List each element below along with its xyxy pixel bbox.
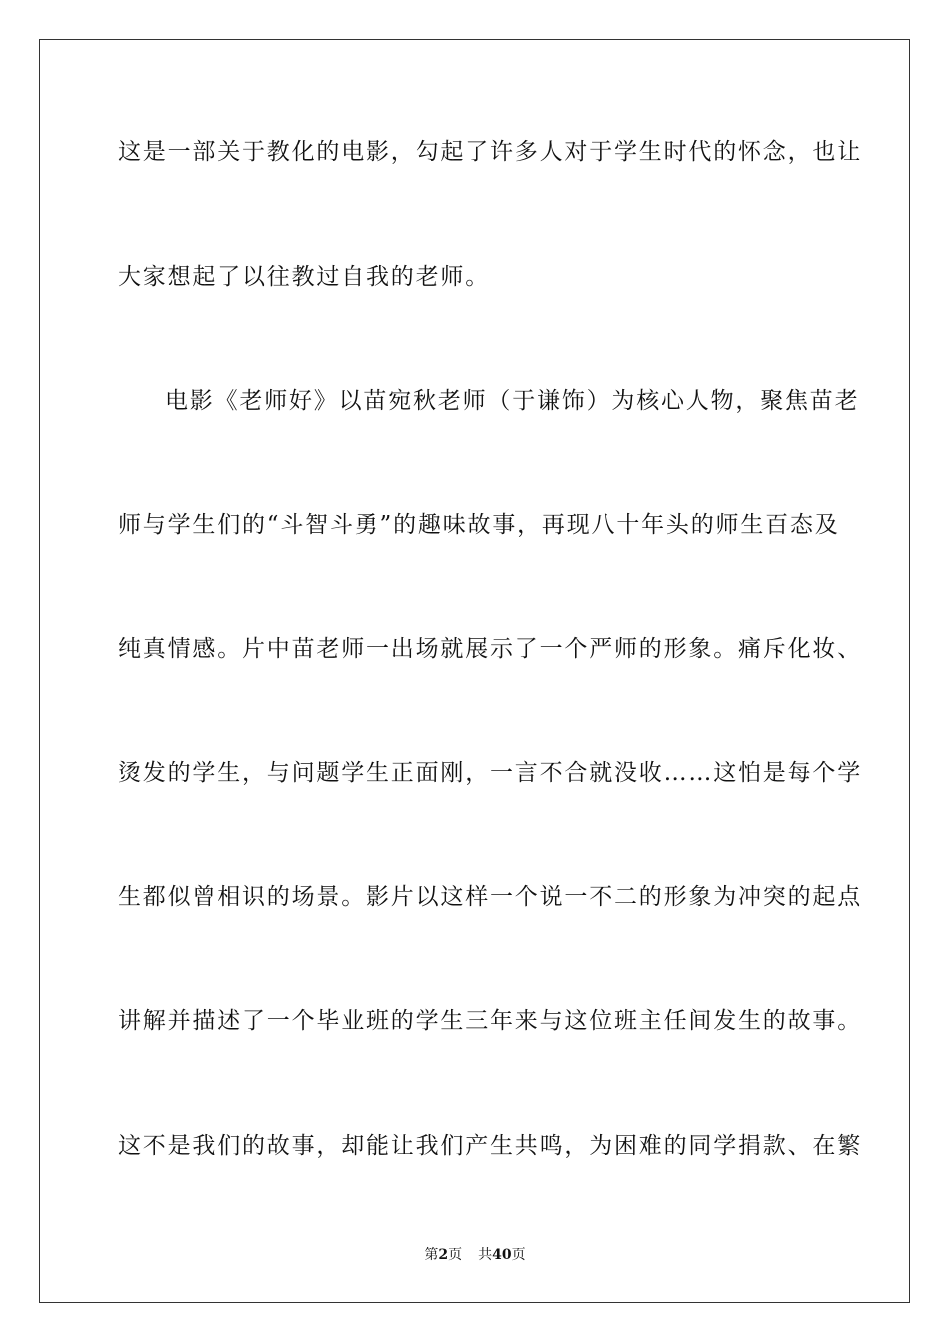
text-line: 纯真情感。片中苗老师一出场就展示了一个严师的形象。痛斥化妆、: [118, 636, 862, 662]
page-suffix: 页: [448, 1247, 463, 1263]
total-suffix: 页: [511, 1247, 526, 1263]
text-line: 讲解并描述了一个毕业班的学生三年来与这位班主任间发生的故事。: [118, 1008, 862, 1034]
text-line: 烫发的学生，与问题学生正面刚，一言不合就没收……这怕是每个学: [118, 760, 862, 786]
page-border: [39, 39, 910, 1303]
paragraph-first-line: 电影《老师好》以苗宛秋老师（于谦饰）为核心人物，聚焦苗老: [165, 388, 860, 414]
page-number: 2: [438, 1247, 449, 1263]
text-line: 师与学生们的“斗智斗勇”的趣味故事，再现八十年头的师生百态及: [118, 512, 840, 538]
text-line: 这不是我们的故事，却能让我们产生共鸣，为困难的同学捐款、在繁: [118, 1133, 862, 1159]
text-line: 生都似曾相识的场景。影片以这样一个说一不二的形象为冲突的起点: [118, 884, 862, 910]
text-line: 大家想起了以往教过自我的老师。: [118, 264, 490, 290]
total-pages: 40: [492, 1247, 512, 1263]
page-prefix: 第: [424, 1247, 439, 1263]
total-prefix: 共: [478, 1247, 493, 1263]
page-footer: [0, 1246, 950, 1264]
text-line: 这是一部关于教化的电影，勾起了许多人对于学生时代的怀念，也让: [118, 139, 862, 165]
